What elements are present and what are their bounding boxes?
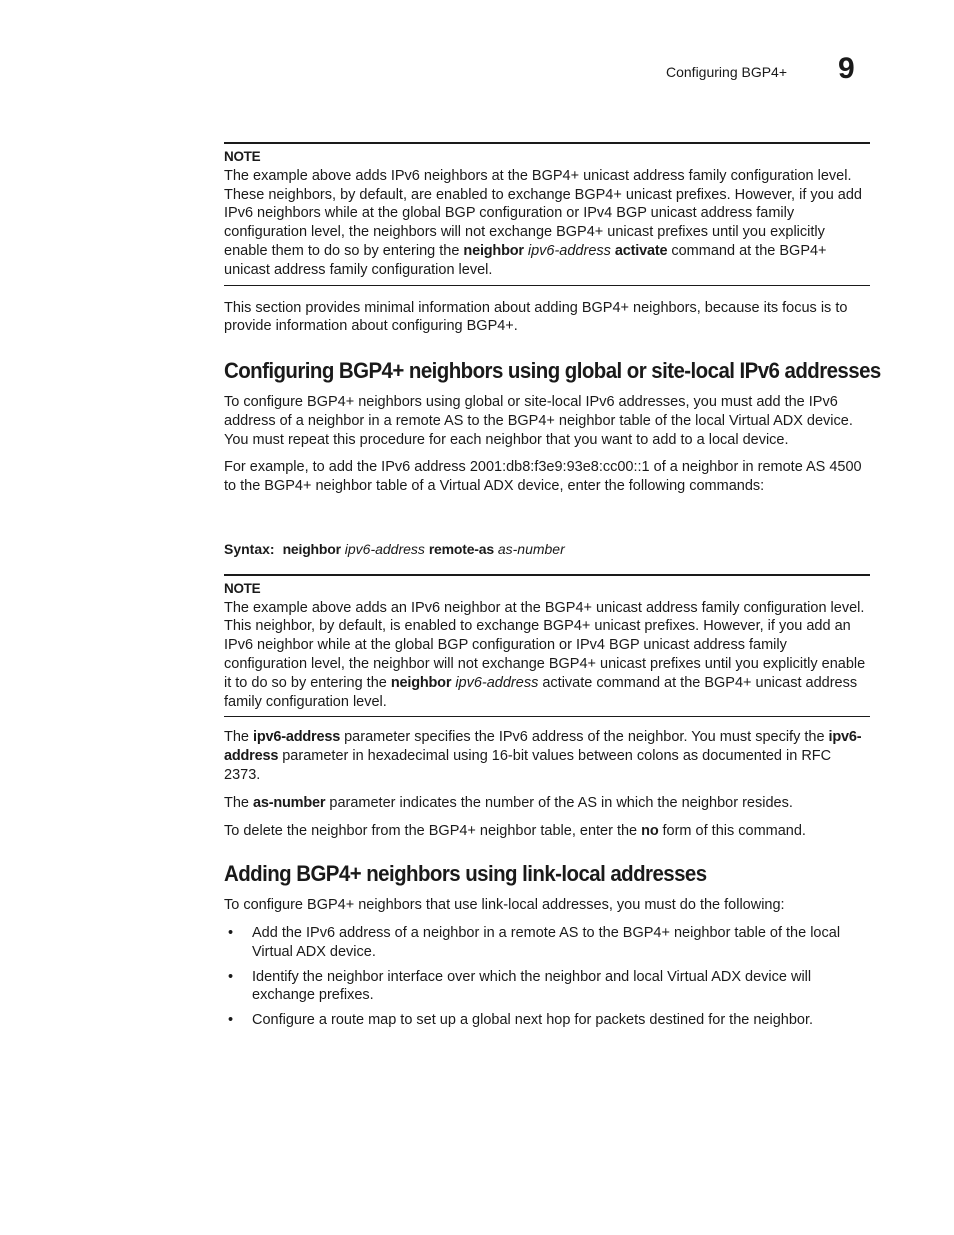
list-item-text: Add the IPv6 address of a neighbor in a remote AS to the BGP4+ neighbor table of the local Virtual ADX device. bbox=[252, 924, 841, 960]
text-run: parameter specifies the IPv6 address of the neighbor. You must specify the bbox=[340, 729, 829, 746]
note-box-1 bbox=[224, 142, 870, 286]
note-text-part: activate command at the BGP4+ unicast address family configuration level. bbox=[224, 674, 858, 710]
section-heading: Adding BGP4+ neighbors using link-local addresses bbox=[224, 861, 707, 887]
note-text-part: The example above adds IPv6 neighbors at the BGP4+ unicast address family configuration level. These neighbors, by default, are enabled to exchange BGP4+ unicast prefixes. However, if you add IPv6 neighbors while at the global BGP configuration or IPv4 BGP unicast address family configuration level, the neighbors will not exchange BGP4+ unicast prefixes until you explicitly enable them to do so by entering the bbox=[224, 167, 862, 259]
syntax-line bbox=[224, 540, 870, 559]
body-paragraph: To configure BGP4+ neighbors using global or site-local IPv6 addresses, you must add the IPv6 address of a neighbor in a remote AS to the BGP4+ neighbor table of the local Virtual ADX device. You must repeat this procedure for each neighbor that you want to add to a local device. bbox=[224, 393, 853, 448]
intro-paragraph: This section provides minimal information about adding BGP4+ neighbors, because its focus is to provide information about configuring BGP4+. bbox=[224, 299, 848, 335]
list-item bbox=[224, 968, 870, 1006]
body-paragraph bbox=[224, 794, 870, 813]
syntax-label: Syntax: bbox=[224, 540, 275, 557]
command-keyword: neighbor bbox=[463, 242, 524, 259]
text-run: The bbox=[224, 729, 254, 746]
parameter-keyword: ipv6-address bbox=[253, 729, 341, 746]
command-keyword: neighbor bbox=[390, 674, 452, 691]
list-item-text: Identify the neighbor interface over which the neighbor and local Virtual ADX device will exchange prefixes. bbox=[252, 968, 812, 1004]
bullet-glyph: • bbox=[228, 924, 234, 941]
list-item bbox=[224, 924, 870, 962]
command-argument: ipv6-address bbox=[344, 540, 425, 557]
parameter-keyword: ipv6-address bbox=[224, 729, 862, 765]
list-item bbox=[224, 1011, 870, 1030]
bullet-list bbox=[224, 924, 870, 1030]
text-run: parameter in hexadecimal using 16-bit values between colons as documented in RFC 2373. bbox=[224, 748, 832, 783]
parameter-keyword: as-number bbox=[253, 794, 326, 811]
chapter-number: 9 bbox=[838, 52, 855, 85]
note-text-part: The example above adds an IPv6 neighbor at the BGP4+ unicast address family configuration level. This neighbor, by default, is enabled to exchange BGP4+ unicast prefixes. However, if you add an IPv6 neighbor while at the global BGP configuration or IPv4 BGP unicast address family configuration level, the neighbor will not exchange BGP4+ unicast prefixes until you explicitly enable it to do so by entering the bbox=[224, 599, 866, 691]
text-run: form of this command. bbox=[658, 822, 806, 839]
text-run: parameter indicates the number of the AS in which the neighbor resides. bbox=[325, 794, 793, 811]
command-keyword: activate bbox=[614, 242, 668, 259]
page-content bbox=[224, 142, 881, 1036]
note-text bbox=[224, 599, 870, 712]
note-box-2 bbox=[224, 574, 870, 718]
command-argument: ipv6-address bbox=[527, 242, 611, 259]
body-paragraph: To configure BGP4+ neighbors that use link-local addresses, you must do the following: bbox=[224, 897, 785, 914]
bullet-glyph: • bbox=[228, 968, 234, 985]
section-heading: Configuring BGP4+ neighbors using global or site-local IPv6 addresses bbox=[224, 358, 881, 384]
note-text bbox=[224, 167, 870, 280]
text-run: To delete the neighbor from the BGP4+ neighbor table, enter the bbox=[224, 822, 642, 839]
body-paragraph bbox=[224, 728, 870, 784]
body-paragraph: For example, to add the IPv6 address 2001:db8:f3e9:93e8:cc00::1 of a neighbor in remote AS 4500 to the BGP4+ neighbor table of a Virtual ADX device, enter the following commands: bbox=[224, 459, 862, 495]
note-title: NOTE bbox=[224, 149, 261, 164]
note-text-part: command at the BGP4+ unicast address family configuration level. bbox=[224, 242, 827, 278]
text-run: The bbox=[224, 794, 254, 811]
command-argument: ipv6-address bbox=[455, 674, 539, 691]
note-title: NOTE bbox=[224, 580, 261, 596]
command-keyword: remote-as bbox=[428, 540, 494, 557]
bullet-glyph: • bbox=[228, 1012, 234, 1029]
list-item-text: Configure a route map to set up a global next hop for packets destined for the neighbor. bbox=[252, 1012, 814, 1029]
parameter-keyword: no bbox=[641, 822, 659, 839]
command-keyword: neighbor bbox=[282, 540, 341, 557]
running-header-section: Configuring BGP4+ bbox=[666, 64, 788, 80]
command-argument: as-number bbox=[497, 540, 565, 557]
body-paragraph bbox=[224, 822, 870, 841]
